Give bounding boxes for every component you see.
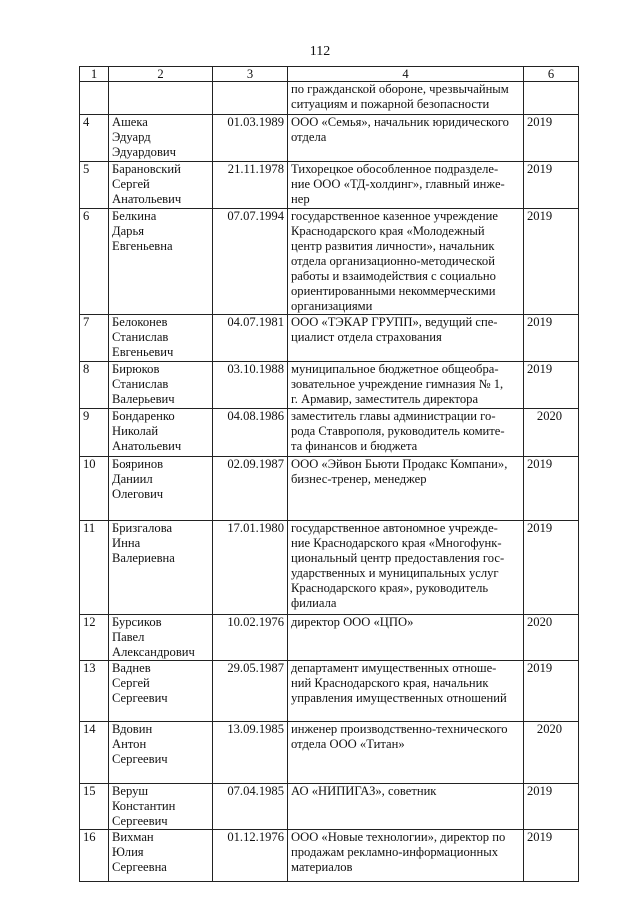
- cell-year: 2019: [524, 209, 579, 315]
- cell-position: [288, 722, 524, 784]
- cell-num: 9: [80, 409, 109, 457]
- cell-num: 15: [80, 784, 109, 830]
- cell-year: 2019: [524, 115, 579, 162]
- table-row: [80, 784, 579, 830]
- cell-date: 13.09.1985: [213, 722, 288, 784]
- personnel-table: [79, 66, 579, 882]
- position-line: отдела ООО «Титан»: [291, 737, 405, 751]
- cell-name: [109, 82, 213, 115]
- name-line: Сергеевич: [112, 691, 168, 705]
- cell-position: [288, 615, 524, 661]
- position-line: Краснодарского края «Молодежный: [291, 224, 485, 238]
- position-line: ООО «ТЭКАР ГРУПП», ведущий спе-: [291, 315, 498, 329]
- cell-date: 07.04.1985: [213, 784, 288, 830]
- cell-name: [109, 521, 213, 615]
- position-line: рода Ставрополя, руководитель комите-: [291, 424, 505, 438]
- cell-position: [288, 315, 524, 362]
- name-line: Ашека: [112, 115, 148, 129]
- position-line: организациями: [291, 299, 373, 313]
- position-line: ударственных и муниципальных услуг: [291, 566, 499, 580]
- header-row: [80, 67, 579, 82]
- cell-name: [109, 784, 213, 830]
- table-row: [80, 162, 579, 209]
- header-col-1: 1: [80, 67, 109, 82]
- name-line: Евгеньевич: [112, 345, 174, 359]
- name-line: Сергеевич: [112, 752, 168, 766]
- name-line: Сергей: [112, 676, 150, 690]
- cell-date: 02.09.1987: [213, 457, 288, 521]
- position-line: ние ООО «ТД-холдинг», главный инже-: [291, 177, 505, 191]
- cell-date: 17.01.1980: [213, 521, 288, 615]
- position-line: департамент имущественных отноше-: [291, 661, 497, 675]
- cell-num: 7: [80, 315, 109, 362]
- continuation-line: по гражданской обороне, чрезвычайным: [291, 82, 509, 96]
- cell-num: 6: [80, 209, 109, 315]
- cell-date: 07.07.1994: [213, 209, 288, 315]
- cell-num: 5: [80, 162, 109, 209]
- name-line: Валерьевич: [112, 392, 175, 406]
- name-line: Станислав: [112, 330, 169, 344]
- table-row: [80, 115, 579, 162]
- name-line: Анатольевич: [112, 192, 182, 206]
- name-line: Евгеньевна: [112, 239, 173, 253]
- position-line: управления имущественных отношений: [291, 691, 507, 705]
- cell-position: [288, 162, 524, 209]
- cell-num: 4: [80, 115, 109, 162]
- cell-date: 21.11.1978: [213, 162, 288, 209]
- position-line: та финансов и бюджета: [291, 439, 418, 453]
- table-row: [80, 209, 579, 315]
- position-line: работы и взаимодействия с социально: [291, 269, 496, 283]
- table-row: [80, 661, 579, 722]
- cell-name: [109, 315, 213, 362]
- cell-year: 2019: [524, 521, 579, 615]
- table-row: [80, 362, 579, 409]
- position-line: материалов: [291, 860, 353, 874]
- name-line: Александрович: [112, 645, 195, 659]
- position-line: Краснодарского края», руководитель: [291, 581, 489, 595]
- position-line: государственное автономное учрежде-: [291, 521, 498, 535]
- header-col-4: 4: [288, 67, 524, 82]
- name-line: Вдовин: [112, 722, 153, 736]
- name-line: Белкина: [112, 209, 157, 223]
- table-row: [80, 409, 579, 457]
- cell-year: 2020: [524, 615, 579, 661]
- cell-date: 01.03.1989: [213, 115, 288, 162]
- cell-position: [288, 661, 524, 722]
- continuation-row: [80, 82, 579, 115]
- header-col-6: 6: [524, 67, 579, 82]
- cell-position: [288, 457, 524, 521]
- cell-name: [109, 162, 213, 209]
- name-line: Дарья: [112, 224, 145, 238]
- cell-name: [109, 661, 213, 722]
- cell-year: 2019: [524, 457, 579, 521]
- cell-position: [288, 362, 524, 409]
- cell-num: 13: [80, 661, 109, 722]
- cell-year: 2019: [524, 784, 579, 830]
- name-line: Юлия: [112, 845, 144, 859]
- position-line: заместитель главы администрации го-: [291, 409, 496, 423]
- cell-num: 12: [80, 615, 109, 661]
- cell-date: [213, 82, 288, 115]
- cell-num: 8: [80, 362, 109, 409]
- position-line: отдела организационно-методической: [291, 254, 495, 268]
- name-line: Сергеевич: [112, 814, 168, 828]
- position-line: ние Краснодарского края «Многофунк-: [291, 536, 502, 550]
- cell-name: [109, 115, 213, 162]
- position-line: ООО «Семья», начальник юридического: [291, 115, 509, 129]
- name-line: Бурсиков: [112, 615, 162, 629]
- name-line: Анатольевич: [112, 439, 182, 453]
- name-line: Сергеевна: [112, 860, 167, 874]
- name-line: Барановский: [112, 162, 181, 176]
- name-line: Инна: [112, 536, 141, 550]
- name-line: Бирюков: [112, 362, 160, 376]
- name-line: Вихман: [112, 830, 154, 844]
- position-line: инженер производственно-технического: [291, 722, 508, 736]
- cell-position: [288, 115, 524, 162]
- name-line: Эдуардович: [112, 145, 176, 159]
- position-line: центр развития личности», начальник: [291, 239, 495, 253]
- cell-date: 29.05.1987: [213, 661, 288, 722]
- name-line: Бояринов: [112, 457, 164, 471]
- cell-year: 2020: [524, 722, 579, 784]
- position-line: отдела: [291, 130, 327, 144]
- position-line: филиала: [291, 596, 337, 610]
- position-line: зовательное учреждение гимназия № 1,: [291, 377, 504, 391]
- name-line: Белоконев: [112, 315, 168, 329]
- position-line: циональный центр предоставления гос-: [291, 551, 505, 565]
- cell-name: [109, 457, 213, 521]
- cell-date: 10.02.1976: [213, 615, 288, 661]
- cell-position: [288, 82, 524, 115]
- name-line: Антон: [112, 737, 147, 751]
- header-col-2: 2: [109, 67, 213, 82]
- table-row: [80, 830, 579, 882]
- name-line: Ваднев: [112, 661, 151, 675]
- cell-name: [109, 409, 213, 457]
- cell-year: 2019: [524, 830, 579, 882]
- name-line: Бризгалова: [112, 521, 173, 535]
- cell-position: [288, 521, 524, 615]
- name-line: Сергей: [112, 177, 150, 191]
- name-line: Даниил: [112, 472, 153, 486]
- cell-name: [109, 209, 213, 315]
- cell-name: [109, 362, 213, 409]
- position-line: АО «НИПИГАЗ», советник: [291, 784, 437, 798]
- table-row: [80, 521, 579, 615]
- cell-year: 2019: [524, 162, 579, 209]
- position-line: г. Армавир, заместитель директора: [291, 392, 479, 406]
- position-line: директор ООО «ЦПО»: [291, 615, 414, 629]
- position-line: бизнес-тренер, менеджер: [291, 472, 427, 486]
- position-line: муниципальное бюджетное общеобра-: [291, 362, 499, 376]
- cell-name: [109, 830, 213, 882]
- table-row: [80, 457, 579, 521]
- name-line: Веруш: [112, 784, 149, 798]
- cell-num: 14: [80, 722, 109, 784]
- cell-year: [524, 82, 579, 115]
- header-col-3: 3: [213, 67, 288, 82]
- name-line: Николай: [112, 424, 159, 438]
- cell-position: [288, 784, 524, 830]
- name-line: Станислав: [112, 377, 169, 391]
- table-row: [80, 615, 579, 661]
- position-line: продажам рекламно-информационных: [291, 845, 498, 859]
- cell-num: 16: [80, 830, 109, 882]
- cell-year: 2019: [524, 661, 579, 722]
- table-row: [80, 722, 579, 784]
- cell-year: 2019: [524, 315, 579, 362]
- cell-position: [288, 830, 524, 882]
- cell-num: 11: [80, 521, 109, 615]
- name-line: Олегович: [112, 487, 164, 501]
- cell-date: 04.08.1986: [213, 409, 288, 457]
- name-line: Константин: [112, 799, 176, 813]
- position-line: ООО «Эйвон Бьюти Продакс Компани»,: [291, 457, 508, 471]
- cell-num: [80, 82, 109, 115]
- cell-position: [288, 209, 524, 315]
- cell-position: [288, 409, 524, 457]
- table-row: [80, 315, 579, 362]
- page-number: 112: [309, 44, 331, 59]
- cell-date: 03.10.1988: [213, 362, 288, 409]
- name-line: Бондаренко: [112, 409, 175, 423]
- position-line: циалист отдела страхования: [291, 330, 442, 344]
- position-line: нер: [291, 192, 310, 206]
- name-line: Эдуард: [112, 130, 151, 144]
- cell-year: 2019: [524, 362, 579, 409]
- cell-date: 04.07.1981: [213, 315, 288, 362]
- cell-name: [109, 722, 213, 784]
- name-line: Павел: [112, 630, 145, 644]
- position-line: ООО «Новые технологии», директор по: [291, 830, 506, 844]
- name-line: Валериевна: [112, 551, 175, 565]
- cell-name: [109, 615, 213, 661]
- cell-year: 2020: [524, 409, 579, 457]
- continuation-line: ситуациям и пожарной безопасности: [291, 97, 490, 111]
- position-line: Тихорецкое обособленное подразделе-: [291, 162, 499, 176]
- cell-num: 10: [80, 457, 109, 521]
- position-line: государственное казенное учреждение: [291, 209, 498, 223]
- cell-date: 01.12.1976: [213, 830, 288, 882]
- position-line: ний Краснодарского края, начальник: [291, 676, 489, 690]
- position-line: ориентированными некоммерческими: [291, 284, 496, 298]
